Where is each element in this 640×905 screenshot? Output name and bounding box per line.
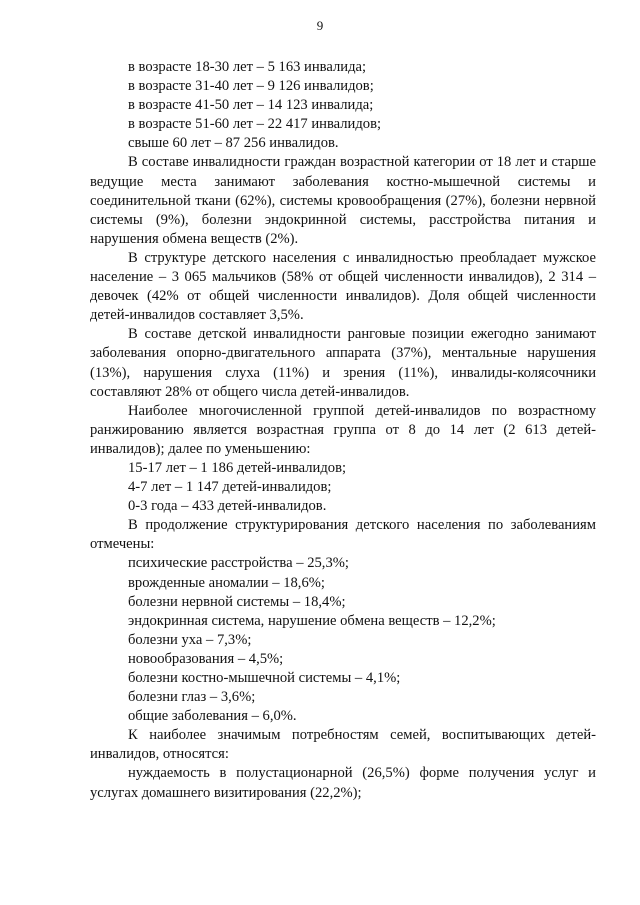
list-item: врожденные аномалии – 18,6%; [128,574,325,591]
paragraph-diseases-intro: В продолжение структурирования детского населения по заболеваниям отмечены: [90,517,596,553]
list-item: эндокринная система, нарушение обмена веществ – 12,2%; [128,612,496,629]
paragraph-child-ranking: В составе детской инвалидности ранговые позиции ежегодно занимают заболевания опорно-двигательного аппарата (37%), ментальные нарушения (13%), нарушения слуха (11%) и зрения (11%), инвалиды-колясочники составляют 28% от общего числа детей-инвалидов. [90,326,596,400]
list-item: болезни глаз – 3,6%; [128,689,256,706]
paragraph-adult-structure: В составе инвалидности граждан возрастной категории от 18 лет и старше ведущие места занимают заболевания костно-мышечной системы и соединительной ткани (62%), системы кровообращения (27%), болезни нервной системы (9%), болезни эндокринной системы, расстройства питания и нарушения обмена веществ (2%). [90,154,596,247]
adult-age-list [90,58,596,153]
list-item: в возрасте 51-60 лет – 22 417 инвалидов; [128,116,382,133]
list-item: в возрасте 31-40 лет – 9 126 инвалидов; [128,78,374,95]
disease-list [90,554,596,726]
list-item: свыше 60 лет – 87 256 инвалидов. [128,135,339,152]
list-item: 4-7 лет – 1 147 детей-инвалидов; [128,479,332,496]
page-number: 9 [316,18,324,33]
list-item: болезни костно-мышечной системы – 4,1%; [128,670,401,686]
page-body [90,58,596,803]
paragraph-child-gender: В структуре детского населения с инвалидностью преобладает мужское население – 3 065 мальчиков (58% от общей численности инвалидов), 2 314 – девочек (42% от общей численности инвалидов). Доля общей численности детей-инвалидов составляет 3,5%. [90,249,596,324]
list-item: 0-3 года – 433 детей-инвалидов. [128,498,327,515]
child-age-list [90,459,596,516]
paragraph-child-age: Наиболее многочисленной группой детей-инвалидов по возрастному ранжированию является возрастная группа от 8 до 14 лет (2 613 детей-инвалидов); далее по уменьшению: [90,402,596,457]
list-item: болезни нервной системы – 18,4%; [128,593,346,610]
list-item: новообразования – 4,5%; [128,650,284,667]
list-item: 15-17 лет – 1 186 детей-инвалидов; [128,459,347,476]
list-item: в возрасте 41-50 лет – 14 123 инвалида; [128,97,374,114]
list-item: в возрасте 18-30 лет – 5 163 инвалида; [128,59,367,75]
paragraph-need-1: нуждаемость в полустационарной (26,5%) форме получения услуг и услугах домашнего визитирования (22,2%); [90,765,596,801]
list-item: общие заболевания – 6,0%. [128,708,297,725]
list-item: болезни уха – 7,3%; [128,631,252,648]
paragraph-family-needs: К наиболее значимым потребностям семей, воспитывающих детей-инвалидов, относятся: [90,727,596,763]
list-item: психические расстройства – 25,3%; [128,555,349,572]
